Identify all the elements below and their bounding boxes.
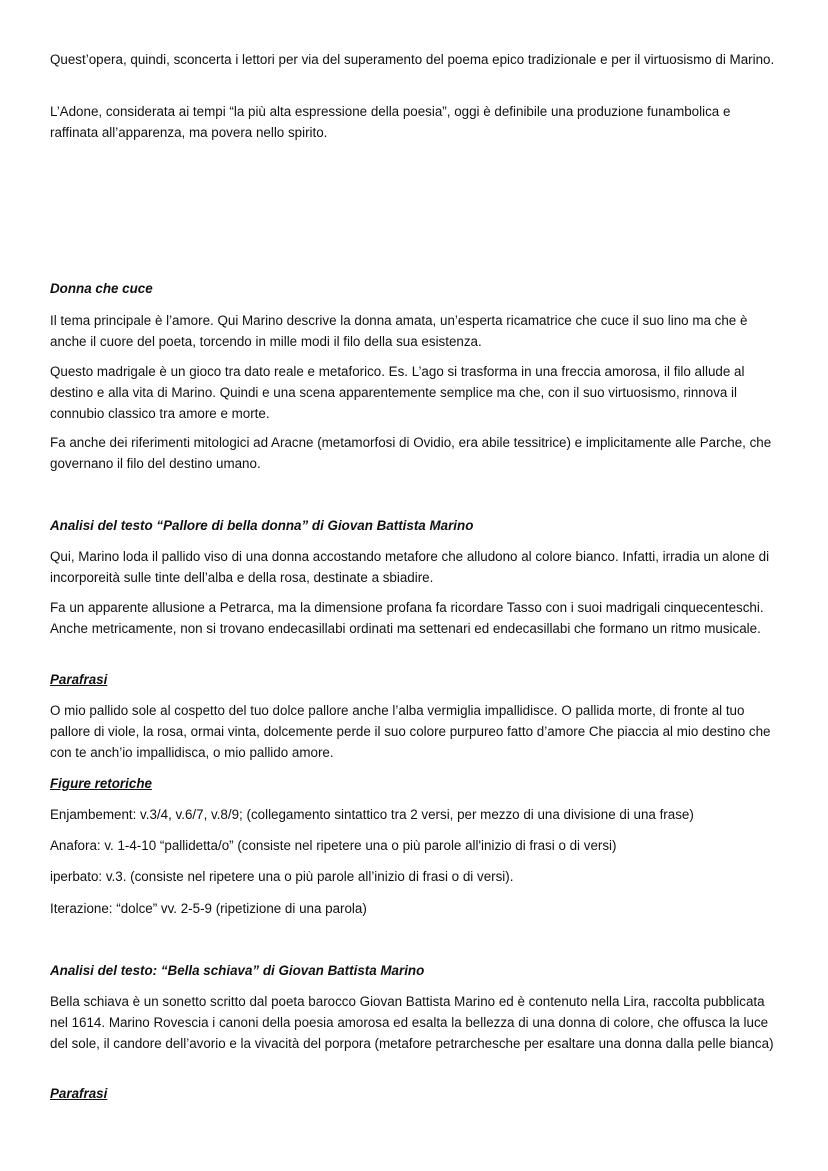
- pallore-parafrasi-heading: Parafrasi: [50, 672, 108, 687]
- section-heading-pallore: Analisi del testo “Pallore di bella donna” di Giovan Battista Marino: [50, 518, 474, 533]
- donna-paragraph-1: Il tema principale è l’amore. Qui Marino descrive la donna amata, un’esperta ricamatrice che cuce il suo lino ma che è anche il cuore del poeta, torcendo in mille modi il filo della sua esistenza.: [50, 313, 748, 349]
- donna-paragraph-3: Fa anche dei riferimenti mitologici ad Aracne (metamorfosi di Ovidio, era abile tessitrice) e implicitamente alle Parche, che governano il filo del destino umano.: [50, 435, 772, 471]
- bella-schiava-parafrasi-heading: Parafrasi: [50, 1086, 108, 1101]
- figure-item-iperbato: iperbato: v.3. (consiste nel ripetere una o più parole all’inizio di frasi o di versi).: [50, 869, 514, 884]
- pallore-parafrasi-text: O mio pallido sole al cospetto del tuo dolce pallore anche l’alba vermiglia impallidisce. O pallida morte, di fronte al tuo pallore di viole, la rosa, ormai vinta, dolcemente perde il suo colore purpureo fatto d’amore Che piaccia al mio destino che con te anch’io impallidisca, o mio pallido amore.: [50, 703, 771, 760]
- figure-item-enjambement: Enjambement: v.3/4, v.6/7, v.8/9; (collegamento sintattico tra 2 versi, per mezzo di una divisione di una frase): [50, 807, 694, 822]
- section-heading-donna-che-cuce: Donna che cuce: [50, 281, 153, 296]
- pallore-paragraph-1: Qui, Marino loda il pallido viso di una donna accostando metafore che alludono al colore bianco. Infatti, irradia un alone di incorporeità sulle tinte dell’alba e della rosa, destinate a sbiadire.: [50, 549, 770, 585]
- section-heading-bella-schiava: Analisi del testo: “Bella schiava” di Giovan Battista Marino: [50, 963, 425, 978]
- figure-item-iterazione: Iterazione: “dolce” vv. 2-5-9 (ripetizione di una parola): [50, 901, 367, 916]
- intro-paragraph-2: L’Adone, considerata ai tempi “la più alta espressione della poesia”, oggi è definibile una produzione funambolica e raffinata all’apparenza, ma povera nello spirito.: [50, 104, 731, 140]
- donna-paragraph-2: Questo madrigale è un gioco tra dato reale e metaforico. Es. L’ago si trasforma in una freccia amorosa, il filo allude al destino e alla vita di Marino. Quindi e una scena apparentemente semplice ma che, con il suo virtuosismo, rinnova il connubio classico tra amore e morte.: [50, 364, 745, 421]
- bella-schiava-paragraph: Bella schiava è un sonetto scritto dal poeta barocco Giovan Battista Marino ed è contenuto nella Lira, raccolta pubblicata nel 1614. Marino Rovescia i canoni della poesia amorosa ed esalta la bellezza di una donna di colore, che offusca la luce del sole, il candore dell’avorio e la vivacità del porpora (metafore petrarchesche per esaltare una donna dalla pelle bianca): [50, 994, 774, 1051]
- pallore-paragraph-2: Fa un apparente allusione a Petrarca, ma la dimensione profana fa ricordare Tasso con i suoi madrigali cinquecenteschi. Anche metricamente, non si trovano endecasillabi ordinati ma settenari ed endecasillabi che formano un ritmo musicale.: [50, 600, 764, 636]
- intro-paragraph-1: Quest’opera, quindi, sconcerta i lettori per via del superamento del poema epico tradizionale e per il virtuosismo di Marino.: [50, 52, 775, 67]
- figure-retoriche-heading: Figure retoriche: [50, 776, 152, 791]
- figure-item-anafora: Anafora: v. 1-4-10 “pallidetta/o” (consiste nel ripetere una o più parole all'inizio di frasi o di versi): [50, 838, 617, 853]
